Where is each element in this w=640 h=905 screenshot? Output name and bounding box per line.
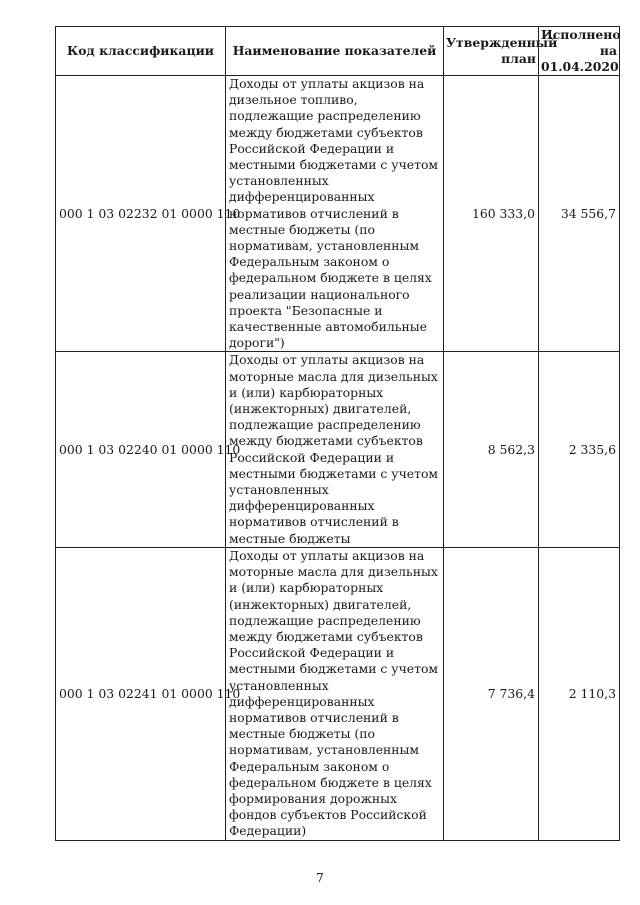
- row-name: Доходы от уплаты акцизов на моторные масла для дизельных и (или) карбюраторных (инжекторных) двигателей, подлежащие распределению между бюджетами субъектов Российской Федерации и местными бюджетами с учетом установленных дифференцированных нормативов отчислений в местные бюджеты: [226, 352, 444, 547]
- row-executed: 34 556,7: [539, 76, 620, 352]
- row-plan: 7 736,4: [444, 547, 539, 840]
- row-name: Доходы от уплаты акцизов на моторные масла для дизельных и (или) карбюраторных (инжекторных) двигателей, подлежащие распределению между бюджетами субъектов Российской Федерации и местными бюджетами с учетом установленных дифференцированных нормативов отчислений в местные бюджеты (по нормативам, установленным Федеральным законом о федеральном бюджете в целях формирования дорожных фондов субъектов Российской Федерации): [226, 547, 444, 840]
- table-header-row: [56, 27, 620, 76]
- header-code: Код классификации: [56, 27, 226, 76]
- header-name: Наименование показателей: [226, 27, 444, 76]
- row-code: 000 1 03 02240 01 0000 110: [56, 352, 226, 547]
- row-executed: 2 335,6: [539, 352, 620, 547]
- header-plan: Утвержденный план: [444, 27, 539, 76]
- row-name: Доходы от уплаты акцизов на дизельное топливо, подлежащие распределению между бюджетами субъектов Российской Федерации и местными бюджетами с учетом установленных дифференцированных нормативов отчислений в местные бюджеты (по нормативам, установленным Федеральным законом о федеральном бюджете в целях реализации национального проекта "Безопасные и качественные автомобильные дороги"): [226, 76, 444, 352]
- table-row: [56, 76, 620, 352]
- page-number: 7: [316, 870, 324, 885]
- table-row: [56, 547, 620, 840]
- row-executed: 2 110,3: [539, 547, 620, 840]
- table-row: [56, 352, 620, 547]
- row-plan: 160 333,0: [444, 76, 539, 352]
- row-plan: 8 562,3: [444, 352, 539, 547]
- header-executed: Исполнено на 01.04.2020: [539, 27, 620, 76]
- budget-table: [55, 26, 620, 841]
- row-code: 000 1 03 02232 01 0000 110: [56, 76, 226, 352]
- row-code: 000 1 03 02241 01 0000 110: [56, 547, 226, 840]
